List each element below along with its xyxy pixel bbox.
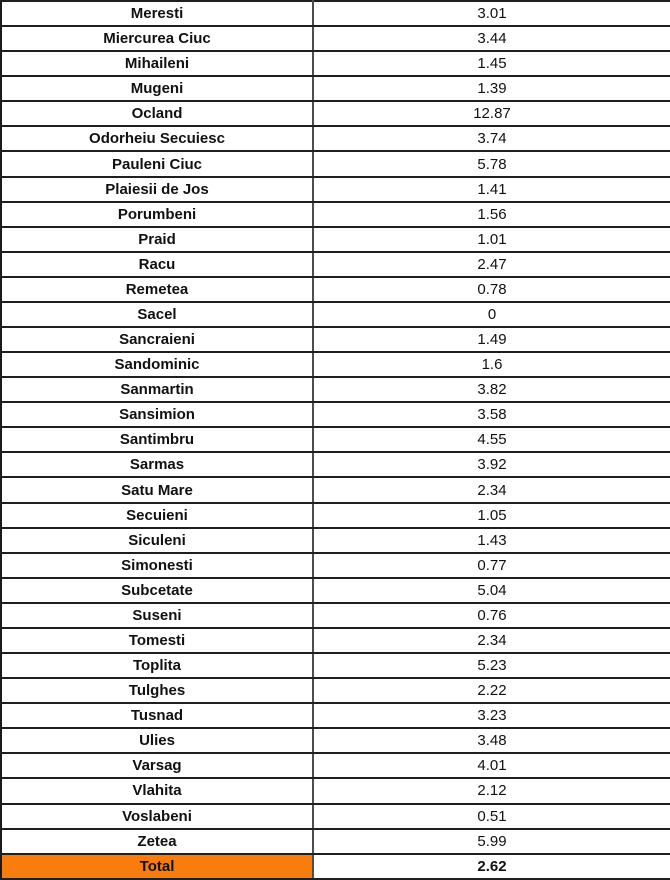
value-cell: 1.45 xyxy=(313,51,670,76)
table-row xyxy=(1,653,670,678)
value-cell: 1.56 xyxy=(313,202,670,227)
locality-name-cell: Sanmartin xyxy=(1,377,313,402)
locality-name-cell: Remetea xyxy=(1,277,313,302)
locality-name-cell: Sancraieni xyxy=(1,327,313,352)
value-cell: 1.43 xyxy=(313,528,670,553)
table-row xyxy=(1,427,670,452)
value-cell: 3.48 xyxy=(313,728,670,753)
value-cell: 3.23 xyxy=(313,703,670,728)
value-cell: 0.76 xyxy=(313,603,670,628)
table-row xyxy=(1,753,670,778)
table-row xyxy=(1,26,670,51)
locality-name-cell: Siculeni xyxy=(1,528,313,553)
table-row xyxy=(1,578,670,603)
table-row xyxy=(1,452,670,477)
table-row xyxy=(1,227,670,252)
value-cell: 12.87 xyxy=(313,101,670,126)
value-cell: 1.01 xyxy=(313,227,670,252)
locality-name-cell: Porumbeni xyxy=(1,202,313,227)
locality-name-cell: Ocland xyxy=(1,101,313,126)
value-cell: 4.01 xyxy=(313,753,670,778)
locality-name-cell: Simonesti xyxy=(1,553,313,578)
table-row xyxy=(1,829,670,854)
value-cell: 0.78 xyxy=(313,277,670,302)
table-row xyxy=(1,352,670,377)
table-row xyxy=(1,277,670,302)
table-row xyxy=(1,528,670,553)
locality-name-cell: Sansimion xyxy=(1,402,313,427)
table-row xyxy=(1,202,670,227)
table-row xyxy=(1,51,670,76)
value-cell: 3.44 xyxy=(313,26,670,51)
locality-name-cell: Mihaileni xyxy=(1,51,313,76)
table-row xyxy=(1,177,670,202)
locality-name-cell: Toplita xyxy=(1,653,313,678)
table-row xyxy=(1,252,670,277)
locality-name-cell: Suseni xyxy=(1,603,313,628)
table-row xyxy=(1,302,670,327)
value-cell: 1.05 xyxy=(313,503,670,528)
value-cell: 1.39 xyxy=(313,76,670,101)
locality-name-cell: Vlahita xyxy=(1,778,313,803)
locality-name-cell: Sandominic xyxy=(1,352,313,377)
value-cell: 3.74 xyxy=(313,126,670,151)
locality-name-cell: Ulies xyxy=(1,728,313,753)
locality-name-cell: Sarmas xyxy=(1,452,313,477)
locality-name-cell: Tulghes xyxy=(1,678,313,703)
value-cell: 3.01 xyxy=(313,1,670,26)
value-cell: 2.22 xyxy=(313,678,670,703)
table-row xyxy=(1,402,670,427)
locality-name-cell: Racu xyxy=(1,252,313,277)
value-cell: 3.58 xyxy=(313,402,670,427)
table-row xyxy=(1,678,670,703)
table-body xyxy=(1,1,670,854)
locality-name-cell: Voslabeni xyxy=(1,804,313,829)
locality-name-cell: Miercurea Ciuc xyxy=(1,26,313,51)
table-row xyxy=(1,553,670,578)
value-cell: 3.82 xyxy=(313,377,670,402)
total-label-cell: Total xyxy=(1,854,313,879)
locality-name-cell: Subcetate xyxy=(1,578,313,603)
table-row xyxy=(1,503,670,528)
table-row xyxy=(1,703,670,728)
locality-name-cell: Plaiesii de Jos xyxy=(1,177,313,202)
total-row xyxy=(1,854,670,879)
value-cell: 1.6 xyxy=(313,352,670,377)
value-cell: 0 xyxy=(313,302,670,327)
value-cell: 5.99 xyxy=(313,829,670,854)
value-cell: 4.55 xyxy=(313,427,670,452)
locality-name-cell: Odorheiu Secuiesc xyxy=(1,126,313,151)
table-row xyxy=(1,728,670,753)
table-row xyxy=(1,151,670,176)
table-row xyxy=(1,778,670,803)
value-cell: 1.49 xyxy=(313,327,670,352)
locality-name-cell: Varsag xyxy=(1,753,313,778)
value-cell: 5.78 xyxy=(313,151,670,176)
locality-name-cell: Pauleni Ciuc xyxy=(1,151,313,176)
locality-name-cell: Praid xyxy=(1,227,313,252)
locality-name-cell: Mugeni xyxy=(1,76,313,101)
locality-name-cell: Sacel xyxy=(1,302,313,327)
locality-name-cell: Secuieni xyxy=(1,503,313,528)
table-row xyxy=(1,76,670,101)
table-row xyxy=(1,1,670,26)
locality-name-cell: Zetea xyxy=(1,829,313,854)
locality-name-cell: Tomesti xyxy=(1,628,313,653)
value-cell: 5.04 xyxy=(313,578,670,603)
value-cell: 2.12 xyxy=(313,778,670,803)
value-cell: 2.34 xyxy=(313,477,670,502)
value-cell: 1.41 xyxy=(313,177,670,202)
table-row xyxy=(1,327,670,352)
locality-name-cell: Tusnad xyxy=(1,703,313,728)
value-cell: 2.34 xyxy=(313,628,670,653)
locality-name-cell: Satu Mare xyxy=(1,477,313,502)
table-row xyxy=(1,804,670,829)
total-value-cell: 2.62 xyxy=(313,854,670,879)
locality-name-cell: Santimbru xyxy=(1,427,313,452)
table-row xyxy=(1,101,670,126)
table-row xyxy=(1,628,670,653)
table-row xyxy=(1,477,670,502)
locality-name-cell: Meresti xyxy=(1,1,313,26)
value-cell: 5.23 xyxy=(313,653,670,678)
table-row xyxy=(1,603,670,628)
table-row xyxy=(1,377,670,402)
value-cell: 3.92 xyxy=(313,452,670,477)
table-row xyxy=(1,126,670,151)
value-cell: 0.77 xyxy=(313,553,670,578)
value-cell: 0.51 xyxy=(313,804,670,829)
value-cell: 2.47 xyxy=(313,252,670,277)
